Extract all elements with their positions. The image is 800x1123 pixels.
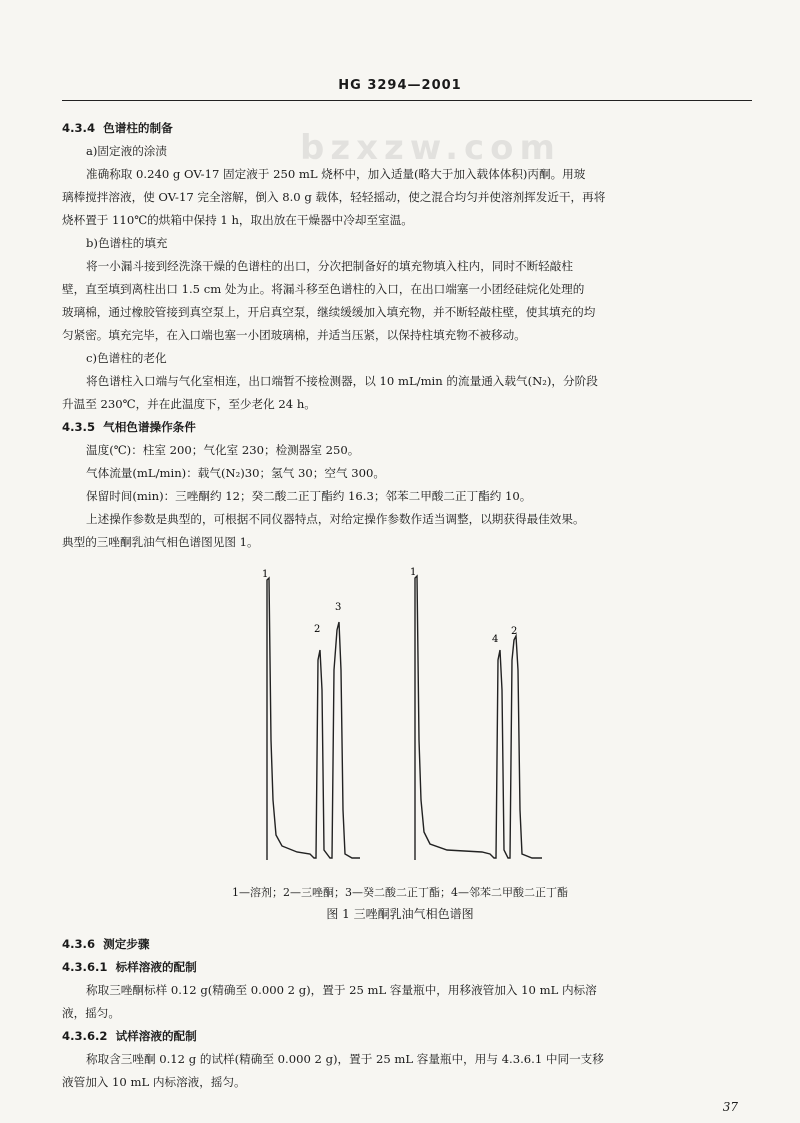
peak-label: 1 <box>410 567 417 578</box>
section-title: 色谱柱的制备 <box>103 121 173 135</box>
section-number: 4.3.5 <box>62 420 96 434</box>
paragraph-line: 气体流量(mL/min)：载气(N₂)30；氢气 30；空气 300。 <box>86 466 385 480</box>
paragraph-line: 称取三唑酮标样 0.12 g(精确至 0.000 2 g)，置于 25 mL 容量瓶中，用移液管加入 10 mL 内标溶 <box>86 983 597 997</box>
section-title: 试样溶液的配制 <box>115 1029 197 1043</box>
subsection-b-title: b)色谱柱的填充 <box>86 236 168 250</box>
watermark: bzxzw.com <box>300 128 561 168</box>
header-rule <box>62 100 752 101</box>
section-4-3-6-heading <box>62 936 149 952</box>
paragraph-line: 温度(℃)：柱室 200；气化室 230；检测器室 250。 <box>86 443 360 457</box>
paragraph-line: 壁，直至填到离柱出口 1.5 cm 处为止。将漏斗移至色谱柱的入口，在出口端塞一小团经硅烷化处理的 <box>62 282 585 296</box>
chromatogram-trace-right <box>415 576 542 860</box>
chromatogram-trace-left <box>267 578 360 860</box>
paragraph-line: 匀紧密。填充完毕，在入口端也塞一小团玻璃棉，并适当压紧，以保持柱填充物不被移动。 <box>62 328 526 342</box>
peak-label: 2 <box>511 626 518 637</box>
chromatogram-svg <box>252 560 552 880</box>
paragraph-line: 液，摇匀。 <box>62 1006 120 1020</box>
section-title: 测定步骤 <box>103 937 150 951</box>
page-number: 37 <box>722 1100 738 1114</box>
paragraph-line: 玻璃棉，通过橡胶管接到真空泵上，开启真空泵，继续缓缓加入填充物，并不断轻敲柱壁，使其填充的均 <box>62 305 596 319</box>
paragraph-line: 升温至 230℃，并在此温度下，至少老化 24 h。 <box>62 397 316 411</box>
section-4-3-6-2-heading <box>62 1028 197 1044</box>
paragraph-line: 将色谱柱入口端与气化室相连，出口端暂不接检测器，以 10 mL/min 的流量通入载气(N₂)，分阶段 <box>86 374 598 388</box>
section-number: 4.3.6.2 <box>62 1029 108 1043</box>
paragraph-line: 烧杯置于 110℃的烘箱中保持 1 h，取出放在干燥器中冷却至室温。 <box>62 213 413 227</box>
standard-code-header: HG 3294—2001 <box>338 78 462 93</box>
paragraph-line: 保留时间(min)：三唑酮约 12；癸二酸二正丁酯约 16.3；邻苯二甲酸二正丁酯约 10。 <box>86 489 532 503</box>
section-title: 气相色谱操作条件 <box>103 420 196 434</box>
section-number: 4.3.4 <box>62 121 96 135</box>
paragraph-line: 准确称取 0.240 g OV-17 固定液于 250 mL 烧杯中，加入适量(略大于加入载体体积)丙酮。用玻 <box>86 167 586 181</box>
section-4-3-6-1-heading <box>62 959 197 975</box>
paragraph-line: 典型的三唑酮乳油气相色谱图见图 1。 <box>62 535 259 549</box>
peak-label: 2 <box>314 624 321 635</box>
figure-legend: 1—溶剂；2—三唑酮；3—癸二酸二正丁酯；4—邻苯二甲酸二正丁酯 <box>232 886 568 899</box>
subsection-c-title: c)色谱柱的老化 <box>86 351 167 365</box>
paragraph-line: 璃棒搅拌溶液，使 OV-17 完全溶解，倒入 8.0 g 载体，轻轻摇动，使之混合均匀并使溶剂挥发近干，再将 <box>62 190 606 204</box>
subsection-a-title: a)固定液的涂渍 <box>86 144 167 158</box>
peak-label: 1 <box>262 569 269 580</box>
section-4-3-5-heading <box>62 419 196 435</box>
paragraph-line: 上述操作参数是典型的，可根据不同仪器特点，对给定操作参数作适当调整，以期获得最佳效果。 <box>86 512 585 526</box>
chromatogram-figure <box>252 560 552 880</box>
paragraph-line: 液管加入 10 mL 内标溶液，摇匀。 <box>62 1075 246 1089</box>
paragraph-line: 称取含三唑酮 0.12 g 的试样(精确至 0.000 2 g)，置于 25 mL 容量瓶中，用与 4.3.6.1 中同一支移 <box>86 1052 604 1066</box>
paragraph-line: 将一小漏斗接到经洗涤干燥的色谱柱的出口，分次把制备好的填充物填入柱内，同时不断轻敲柱 <box>86 259 573 273</box>
section-title: 标样溶液的配制 <box>115 960 197 974</box>
section-4-3-4-heading <box>62 120 173 136</box>
figure-caption: 图 1 三唑酮乳油气相色谱图 <box>326 907 474 921</box>
peak-label: 4 <box>492 634 499 645</box>
peak-label: 3 <box>335 602 342 613</box>
section-number: 4.3.6 <box>62 937 96 951</box>
section-number: 4.3.6.1 <box>62 960 108 974</box>
